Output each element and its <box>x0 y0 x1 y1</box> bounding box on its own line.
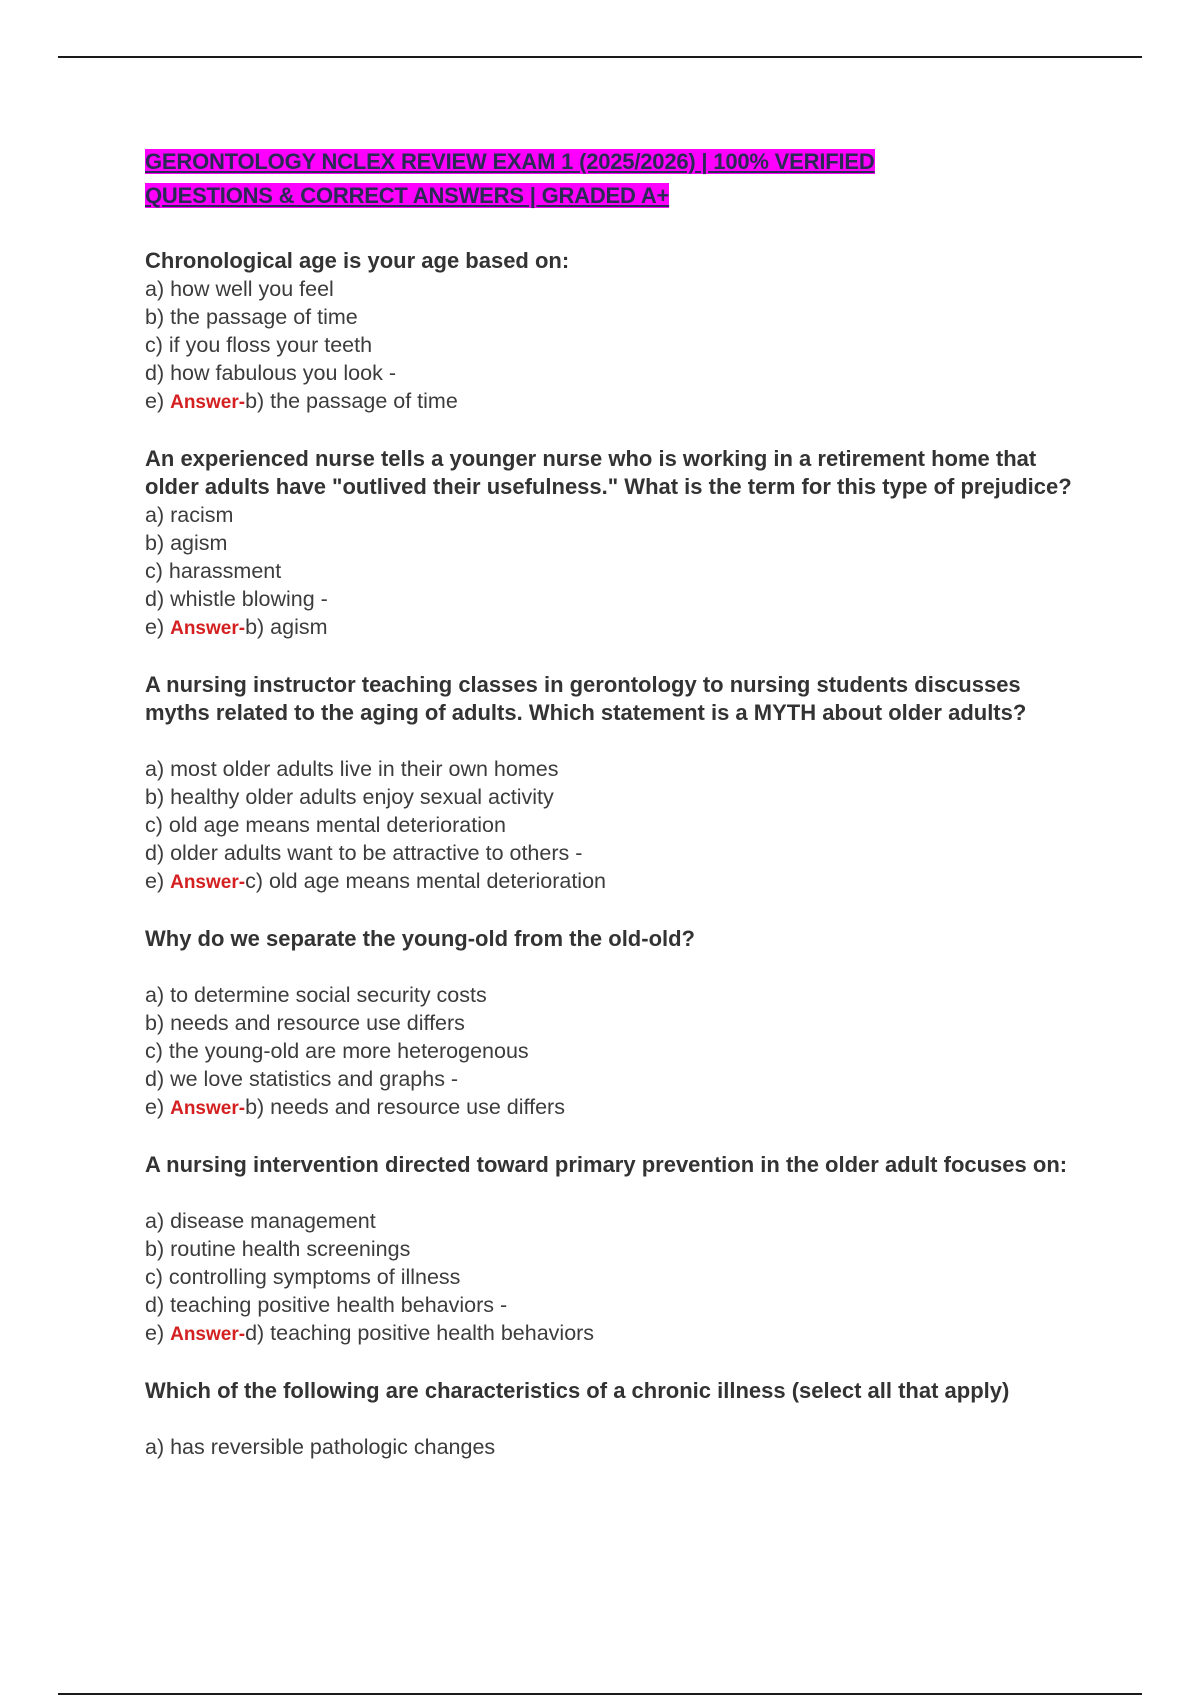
answer-prefix: e) <box>145 615 171 639</box>
question-block <box>145 1377 1085 1461</box>
answer-text: b) needs and resource use differs <box>245 1095 565 1119</box>
answer-line <box>145 387 1085 417</box>
question-block <box>145 1151 1085 1349</box>
answer-line <box>145 867 1085 897</box>
question-text: Which of the following are characteristics of a chronic illness (select all that apply) <box>145 1378 1010 1403</box>
option-d: d) how fabulous you look - <box>145 361 396 385</box>
answer-text: c) old age means mental deterioration <box>245 869 606 893</box>
answer-label: Answer- <box>170 1098 246 1119</box>
answer-line <box>145 1093 1085 1123</box>
option-b: b) agism <box>145 531 228 555</box>
option-b: b) routine health screenings <box>145 1237 411 1261</box>
answer-prefix: e) <box>145 869 171 893</box>
answer-prefix: e) <box>145 1095 171 1119</box>
option-b: b) the passage of time <box>145 305 358 329</box>
answer-line <box>145 613 1085 643</box>
top-rule <box>58 56 1142 58</box>
question-text: Chronological age is your age based on: <box>145 248 570 273</box>
option-c: c) the young-old are more heterogenous <box>145 1039 529 1063</box>
question-text: An experienced nurse tells a younger nurse who is working in a retirement home that older adults have "outlived their usefulness." What is the term for this type of prejudice? <box>145 446 1072 499</box>
answer-text: d) teaching positive health behaviors <box>245 1321 595 1345</box>
option-d: d) older adults want to be attractive to others - <box>145 841 583 865</box>
answer-label: Answer- <box>170 618 246 639</box>
option-a: a) most older adults live in their own homes <box>145 757 559 781</box>
option-c: c) harassment <box>145 559 282 583</box>
question-text: A nursing instructor teaching classes in gerontology to nursing students discusses myths related to the aging of adults. Which statement is a MYTH about older adults? <box>145 672 1027 725</box>
title-line-1: GERONTOLOGY NCLEX REVIEW EXAM 1 (2025/2026) | 100% VERIFIED <box>145 149 875 174</box>
answer-text: b) the passage of time <box>245 389 458 413</box>
option-b: b) healthy older adults enjoy sexual activity <box>145 785 554 809</box>
question-text: Why do we separate the young-old from the old-old? <box>145 926 695 951</box>
option-d: d) we love statistics and graphs - <box>145 1067 459 1091</box>
option-c: c) controlling symptoms of illness <box>145 1265 461 1289</box>
question-text: A nursing intervention directed toward primary prevention in the older adult focuses on: <box>145 1152 1068 1177</box>
answer-text: b) agism <box>245 615 328 639</box>
answer-prefix: e) <box>145 1321 171 1345</box>
option-a: a) how well you feel <box>145 277 334 301</box>
answer-label: Answer- <box>170 872 246 893</box>
option-c: c) if you floss your teeth <box>145 333 373 357</box>
option-d: d) teaching positive health behaviors - <box>145 1293 508 1317</box>
bottom-rule <box>58 1693 1142 1695</box>
option-a: a) racism <box>145 503 234 527</box>
question-block <box>145 671 1085 897</box>
answer-line <box>145 1319 1085 1349</box>
option-a: a) has reversible pathologic changes <box>145 1435 496 1459</box>
option-a: a) disease management <box>145 1209 376 1233</box>
answer-label: Answer- <box>170 392 246 413</box>
question-block <box>145 247 1085 417</box>
title-line-2: QUESTIONS & CORRECT ANSWERS | GRADED A+ <box>145 183 670 208</box>
answer-prefix: e) <box>145 389 171 413</box>
question-block <box>145 925 1085 1123</box>
option-d: d) whistle blowing - <box>145 587 328 611</box>
answer-label: Answer- <box>170 1324 246 1345</box>
question-block <box>145 445 1085 643</box>
document-title <box>145 145 1085 213</box>
option-c: c) old age means mental deterioration <box>145 813 506 837</box>
document-body <box>145 145 1085 1489</box>
option-a: a) to determine social security costs <box>145 983 487 1007</box>
option-b: b) needs and resource use differs <box>145 1011 465 1035</box>
